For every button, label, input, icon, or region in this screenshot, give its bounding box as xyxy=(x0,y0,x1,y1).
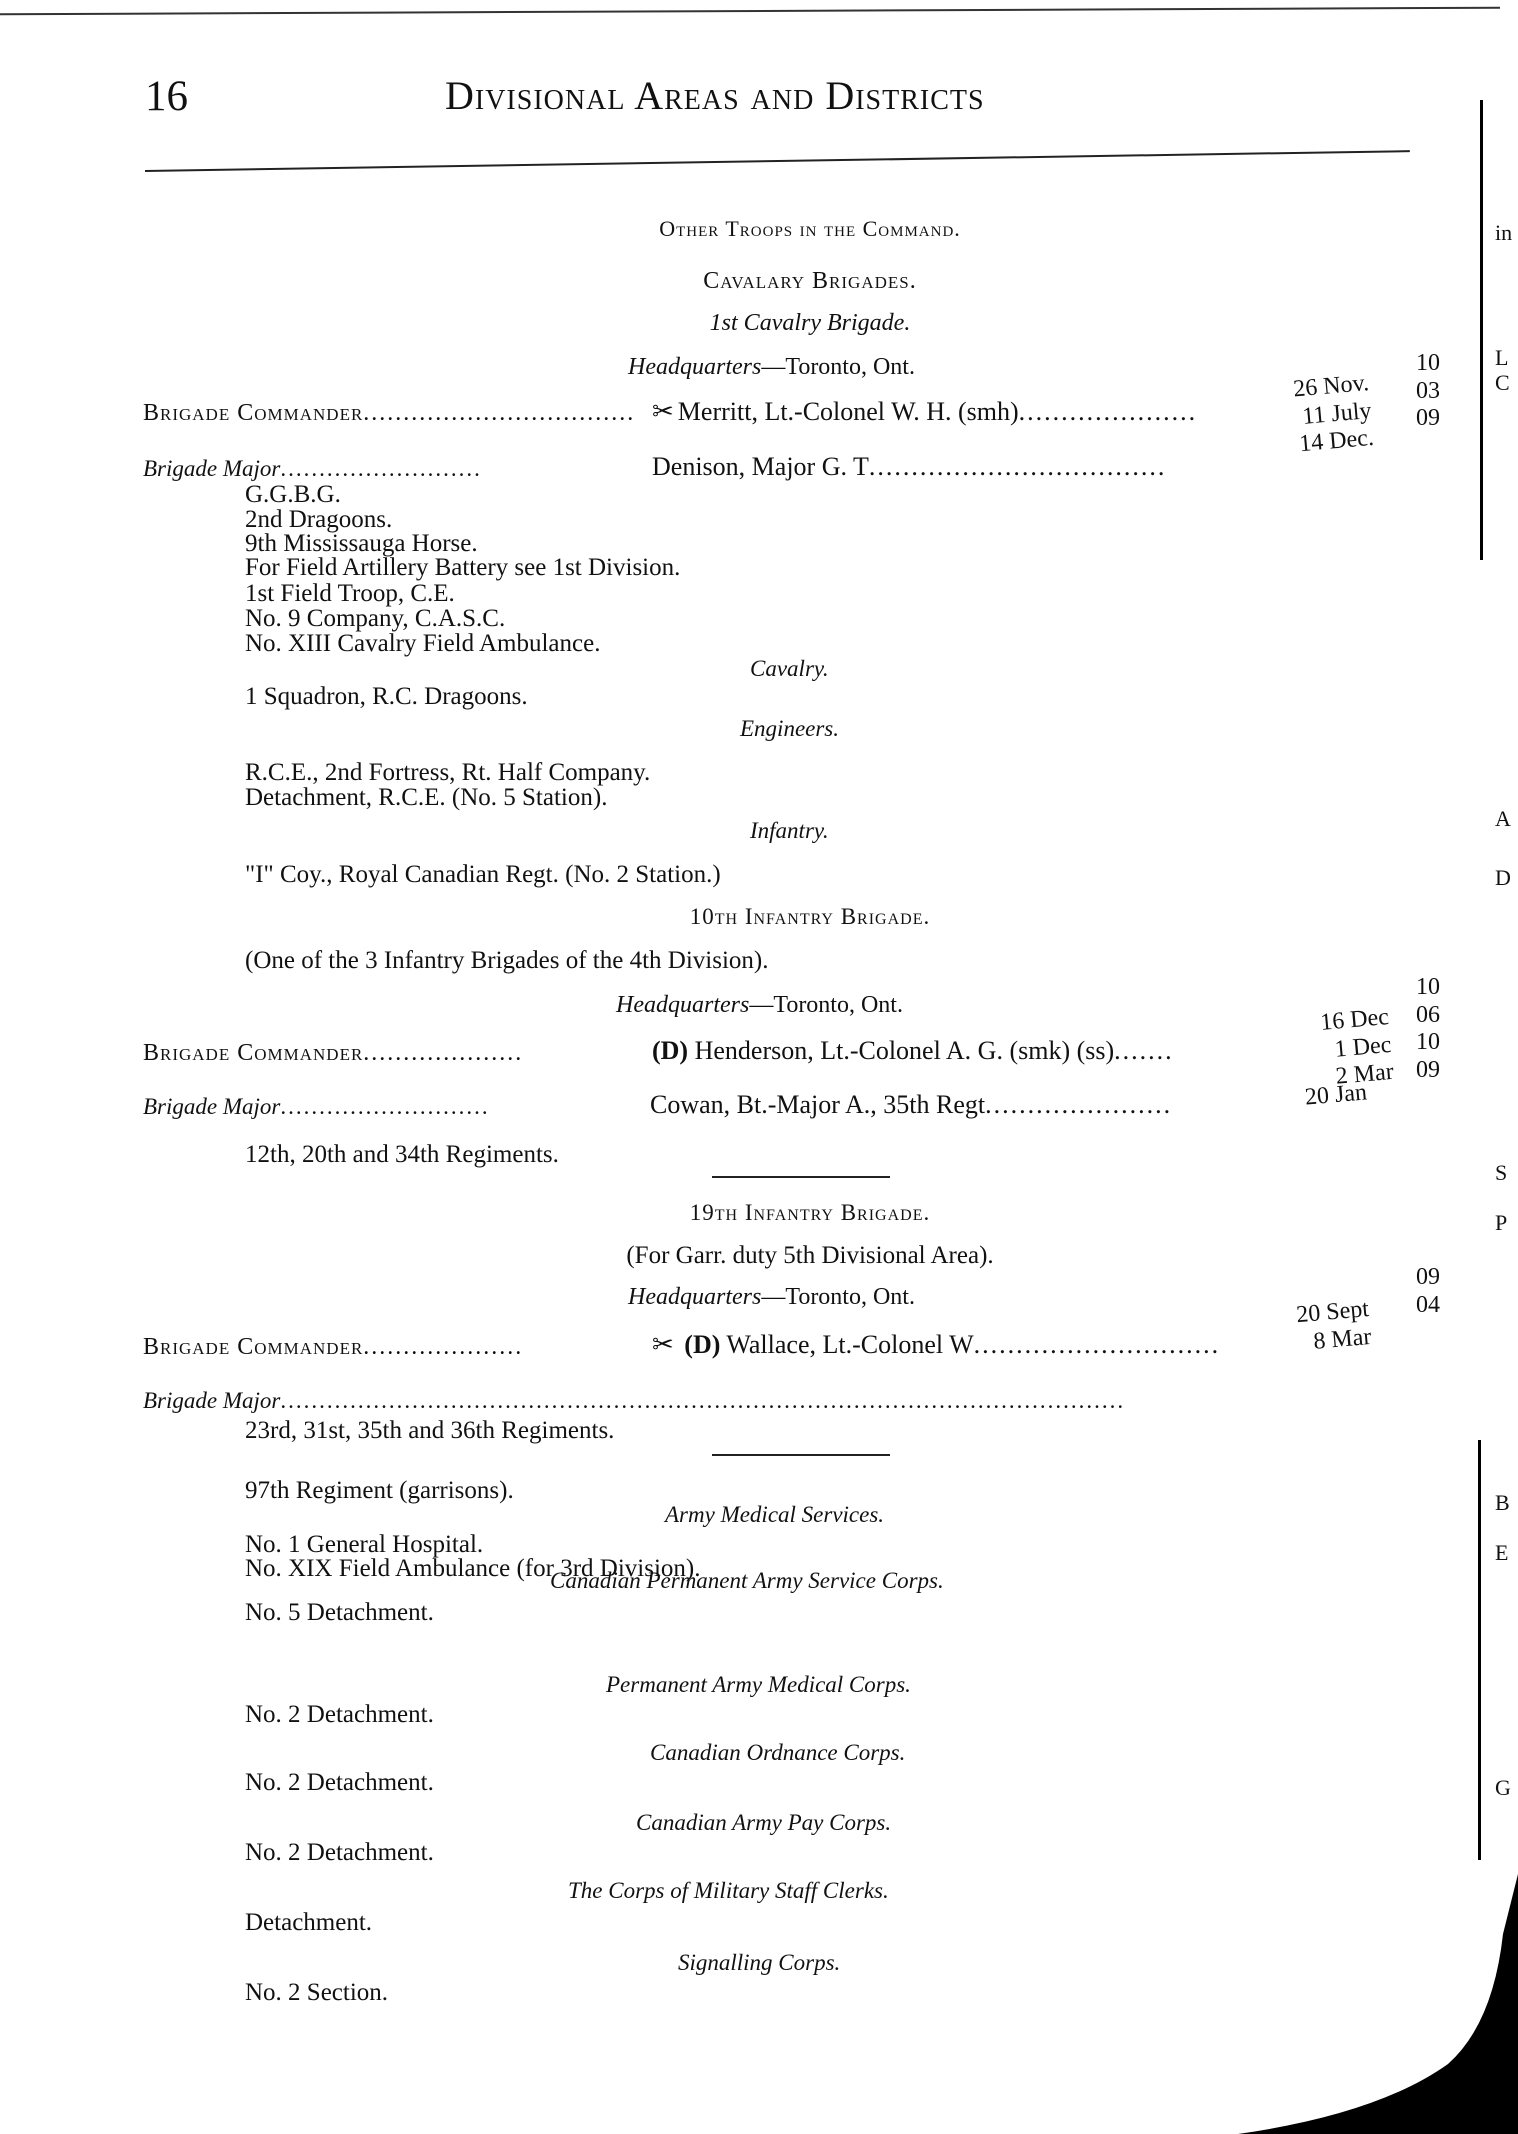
service-heading: Permanent Army Medical Corps. xyxy=(606,1672,911,1697)
date-entry: 26 Nov. xyxy=(1292,370,1371,403)
top-edge-rule xyxy=(0,7,1500,16)
year-entry: 10 xyxy=(1416,1029,1440,1056)
date-entry: 14 Dec. xyxy=(1298,424,1376,458)
leader-dots: .................... xyxy=(363,1334,524,1360)
service-heading: Army Medical Services. xyxy=(665,1502,885,1527)
section-divider xyxy=(712,1176,890,1178)
cavalry-heading: Cavalry. xyxy=(750,656,829,681)
cav-headquarters-label: Headquarters xyxy=(628,354,762,380)
cav-commander-name: Merritt, Lt.-Colonel W. H. (smh) xyxy=(677,397,1019,426)
year-entry: 09 xyxy=(1416,1264,1440,1290)
unit-item: 1st Field Troop, C.E. xyxy=(245,580,455,607)
unit-item: 9th Mississauga Horse. xyxy=(245,530,478,557)
leader-dots: ...................... xyxy=(985,1090,1173,1119)
b10-commander-label xyxy=(143,1040,523,1067)
b10-major-label-text: Brigade Major xyxy=(143,1094,281,1119)
b10-commander-name: Henderson, Lt.-Colonel A. G. (smk) (ss) xyxy=(694,1036,1115,1065)
b19-regiments: 23rd, 31st, 35th and 36th Regiments. xyxy=(245,1417,615,1444)
cav-commander-label-text: Brigade Commander xyxy=(143,400,364,426)
unit-item: G.G.B.G. xyxy=(245,481,341,508)
b10-major-date: 20 Jan xyxy=(1303,1079,1368,1111)
b19-major-label-text: Brigade Major xyxy=(143,1388,281,1413)
cavalry-brigades-title: Cavalary Brigades. xyxy=(703,268,917,294)
leader-dots: .................................. xyxy=(363,400,636,426)
infantry-heading: Infantry. xyxy=(750,818,829,843)
date-entry: 20 Sept xyxy=(1295,1296,1371,1329)
b19-commander-label-text: Brigade Commander xyxy=(143,1334,364,1360)
crossed-swords-icon: ✂ xyxy=(652,1330,674,1359)
leader-dots: .......................... xyxy=(280,456,482,481)
year-entry: 09 xyxy=(1416,1056,1440,1083)
service-item: No. 2 Detachment. xyxy=(245,1769,434,1796)
service-heading: Signalling Corps. xyxy=(678,1950,841,1975)
margin-fragment: S xyxy=(1495,1160,1508,1185)
date-entry: 8 Mar xyxy=(1312,1323,1373,1355)
unit-item: 2nd Dragoons. xyxy=(245,506,393,533)
leader-dots: .................... xyxy=(363,1040,524,1066)
service-item: No. 2 Detachment. xyxy=(245,1839,434,1866)
b19-headquarters-line xyxy=(628,1284,915,1311)
b10-commander-years xyxy=(1416,974,1456,1084)
b19-commander-entry xyxy=(652,1330,1220,1360)
date-entry: 16 Dec xyxy=(1319,1004,1391,1036)
b10-headquarters-label: Headquarters xyxy=(616,992,750,1018)
page-number: 16 xyxy=(145,73,188,120)
brigade-19-title: 19th Infantry Brigade. xyxy=(689,1200,931,1225)
margin-fragment: P xyxy=(1495,1210,1508,1235)
margin-fragment: A xyxy=(1495,806,1511,831)
b10-major-name: Cowan, Bt.-Major A., 35th Regt xyxy=(650,1090,986,1119)
b10-major-label xyxy=(143,1094,490,1120)
date-entry: 1 Dec xyxy=(1333,1031,1393,1063)
cav-commander-dates xyxy=(1293,370,1376,459)
service-heading: The Corps of Military Staff Clerks. xyxy=(568,1878,889,1903)
leader-dots: ............................. xyxy=(973,1330,1221,1359)
service-item: Detachment. xyxy=(245,1909,373,1936)
leader-dots: ........................... xyxy=(280,1094,490,1119)
margin-fragment: C xyxy=(1495,370,1510,395)
service-item: No. 5 Detachment. xyxy=(245,1599,434,1626)
year-entry: 09 xyxy=(1416,405,1440,432)
brigade-19-note: (For Garr. duty 5th Divisional Area). xyxy=(626,1242,994,1269)
margin-fragment: L xyxy=(1495,345,1509,370)
cav-headquarters-value: —Toronto, Ont. xyxy=(761,354,915,380)
b10-commander-entry xyxy=(652,1036,1174,1066)
year-entry: 06 xyxy=(1416,1001,1440,1028)
b19-headquarters-value: —Toronto, Ont. xyxy=(761,1284,915,1310)
date-entry: 11 July xyxy=(1301,397,1373,430)
leader-dots: ............................................................................................................. xyxy=(280,1388,1126,1413)
unit-item: No. 9 Company, C.A.S.C. xyxy=(245,605,506,632)
b19-commander-label xyxy=(143,1334,523,1361)
service-item: No. 2 Detachment. xyxy=(245,1701,434,1728)
running-title: Divisional Areas and Districts xyxy=(445,73,985,118)
b10-commander-prefix: (D) xyxy=(652,1036,689,1065)
b19-commander-prefix: (D) xyxy=(684,1330,721,1359)
cav-headquarters-line xyxy=(628,354,915,381)
section-title: Other Troops in the Command. xyxy=(659,216,961,241)
b19-garrison: 97th Regiment (garrisons). xyxy=(245,1477,514,1504)
margin-fragment: D xyxy=(1495,865,1511,890)
year-entry: 10 xyxy=(1416,974,1440,1000)
binding-edge xyxy=(1478,1440,1481,1860)
year-entry: 03 xyxy=(1416,377,1440,404)
b19-headquarters-label: Headquarters xyxy=(628,1284,762,1310)
cav-commander-entry xyxy=(652,397,1197,427)
engineers-heading: Engineers. xyxy=(740,716,840,741)
cav-major-label xyxy=(143,456,482,482)
b10-headquarters-value: —Toronto, Ont. xyxy=(749,992,903,1018)
b10-commander-label-text: Brigade Commander xyxy=(143,1040,364,1066)
crossed-swords-icon: ✂ xyxy=(652,397,674,426)
margin-fragment: B xyxy=(1495,1490,1510,1515)
infantry-item: "I" Coy., Royal Canadian Regt. (No. 2 Station.) xyxy=(245,861,721,888)
unit-item: No. XIII Cavalry Field Ambulance. xyxy=(245,630,601,657)
cav-major-entry xyxy=(652,452,1166,482)
cavalry-item: 1 Squadron, R.C. Dragoons. xyxy=(245,683,528,710)
cav-major-name: Denison, Major G. T xyxy=(652,452,869,481)
margin-fragment: in xyxy=(1495,220,1513,245)
service-heading: Canadian Permanent Army Service Corps. xyxy=(550,1568,944,1593)
section-divider xyxy=(712,1454,890,1456)
margin-fragment: E xyxy=(1495,1540,1509,1565)
cav-major-label-text: Brigade Major xyxy=(143,456,281,481)
date-entry: 2 Mar xyxy=(1335,1058,1396,1090)
scan-shadow xyxy=(1218,1874,1518,2134)
engineers-item: Detachment, R.C.E. (No. 5 Station). xyxy=(245,784,608,811)
b19-commander-years xyxy=(1416,1264,1456,1319)
brigade-10-note: (One of the 3 Infantry Brigades of the 4th Division). xyxy=(245,947,769,974)
cav-commander-label xyxy=(143,400,635,427)
cavalry-brigade-subtitle: 1st Cavalry Brigade. xyxy=(709,310,911,336)
b19-commander-name: Wallace, Lt.-Colonel W xyxy=(726,1330,974,1359)
brigade-10-title: 10th Infantry Brigade. xyxy=(689,904,931,929)
b19-major-label xyxy=(143,1388,1125,1414)
b19-commander-dates xyxy=(1296,1296,1373,1357)
b10-headquarters-line xyxy=(616,992,903,1019)
margin-fragment: G xyxy=(1495,1775,1511,1800)
service-heading: Canadian Army Pay Corps. xyxy=(636,1810,892,1835)
leader-dots: ....... xyxy=(1114,1036,1174,1065)
leader-dots: ................................... xyxy=(868,452,1167,481)
unit-item: For Field Artillery Battery see 1st Division. xyxy=(245,554,681,581)
service-item: No. 1 General Hospital. xyxy=(245,1531,484,1558)
binding-edge xyxy=(1480,100,1483,560)
service-heading: Canadian Ordnance Corps. xyxy=(650,1740,906,1765)
service-item: No. XIX Field Ambulance (for 3rd Division). xyxy=(245,1555,701,1582)
leader-dots: ..................... xyxy=(1018,397,1198,426)
engineers-item: R.C.E., 2nd Fortress, Rt. Half Company. xyxy=(245,759,651,786)
service-item: No. 2 Section. xyxy=(245,1979,389,2006)
b10-major-entry xyxy=(650,1090,1172,1120)
b10-regiments: 12th, 20th and 34th Regiments. xyxy=(245,1141,559,1168)
header-rule xyxy=(145,150,1410,172)
cav-commander-years xyxy=(1416,350,1456,433)
year-entry: 10 xyxy=(1416,350,1440,376)
year-entry: 04 xyxy=(1416,1291,1440,1318)
